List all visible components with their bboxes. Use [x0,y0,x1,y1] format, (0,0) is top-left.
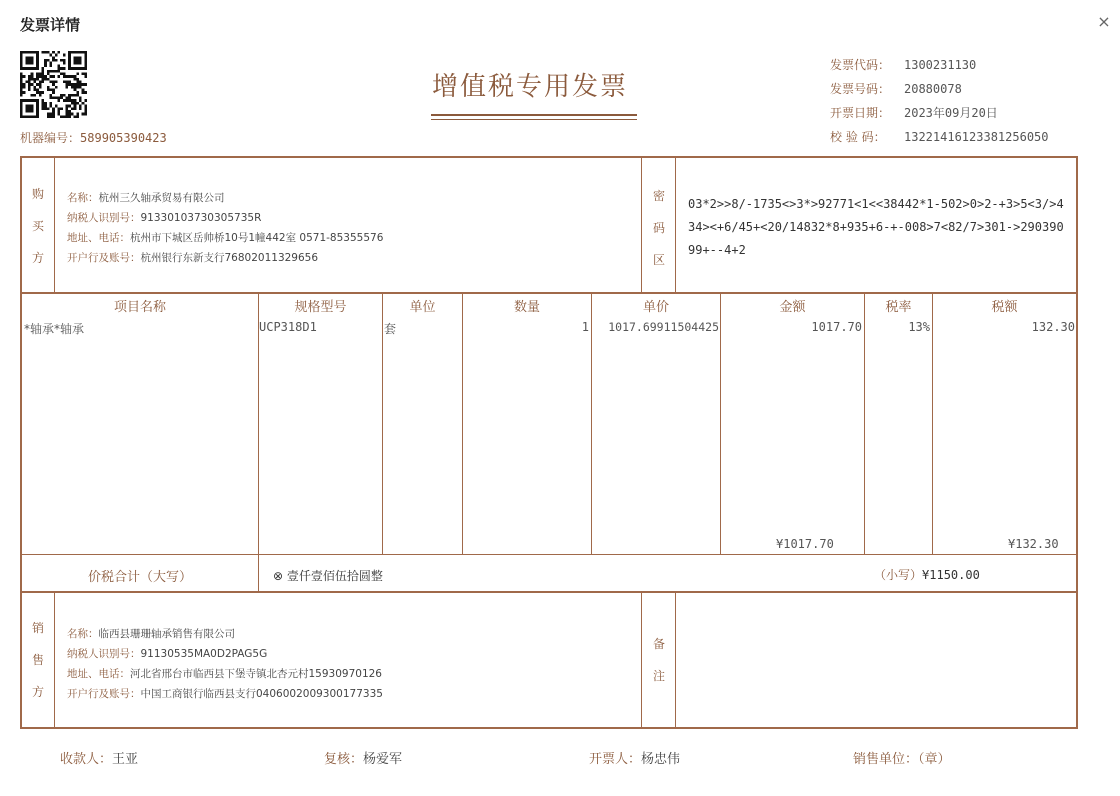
cipher-side-label: 密 码 区 [652,189,665,267]
col-header-name: 项目名称 [113,300,166,315]
title-underline [431,114,637,116]
buyer-address: 地址、电话：杭州市下城区岳帅桥10号1幢442室 0571-85355576 [67,232,384,244]
item-name: *轴承*轴承 [24,322,85,336]
total-label: 价税合计（大写） [87,570,192,585]
check-code [830,128,1049,145]
meta-label: 发票号码： [830,82,891,96]
payee: 收款人：王亚 [60,752,139,767]
item-tax: 132.30 [1031,320,1075,334]
item-rate: 13% [908,320,930,334]
total-small-label: （小写） [874,568,923,582]
meta-value: 2023年09月20日 [904,106,998,120]
close-icon[interactable]: × [1097,12,1111,31]
total-amount: ¥1017.70 [776,537,834,551]
meta-label: 开票日期： [830,106,891,120]
seller-unit: 销售单位：（章） [853,752,951,767]
col-header-qty: 数量 [513,300,540,315]
total-small [874,566,980,583]
circle-x-icon: ⊗ [273,569,284,583]
invoice-number [830,80,962,97]
item-unit: 套 [384,322,397,336]
seller-name: 名称：临西县珊珊轴承销售有限公司 [67,628,235,640]
item-spec: UCP318D1 [259,320,317,334]
drawer: 开票人：杨忠伟 [589,752,681,767]
cipher-text: 03*2>>8/-1735<>3*>92771<1<<38442*1-502>0>2-+3>5<3/>434><+6/45+<20/14832*8+935+6-+-008>7<82/7>301->29039099+--4+2 [688,197,1064,257]
seller-tax-id: 纳税人识别号：91130535MA0D2PAG5G [67,648,268,660]
col-header-price: 单价 [642,300,669,315]
col-header-spec: 规格型号 [294,300,347,315]
invoice-code [830,56,976,73]
remarks-area [676,593,1076,727]
reviewer: 复核：杨爱军 [324,752,403,767]
seller-address: 地址、电话：河北省邢台市临西县下堡寺镇北杏元村15930970126 [67,668,382,680]
seller-side-label: 销 售 方 [31,621,44,699]
col-header-unit: 单位 [409,300,436,315]
meta-label: 校 验 码： [830,130,886,144]
col-header-rate: 税率 [885,300,912,315]
total-tax: ¥132.30 [1008,537,1059,551]
buyer-name: 名称：杭州三久轴承贸易有限公司 [67,192,225,204]
seller-bank: 开户行及账号：中国工商银行临西县支行0406002009300177335 [67,688,383,700]
buyer-tax-id: 纳税人识别号：91330103730305735R [67,212,262,224]
item-amount: 1017.70 [811,320,862,334]
machine-number-value: 589905390423 [80,131,167,145]
title-underline-thin [431,119,637,120]
item-price: 1017.69911504425 [608,320,719,334]
meta-value: 20880078 [904,82,962,96]
invoice-title: 增值税专用发票 [432,72,629,102]
qr-code [20,51,87,118]
remarks-side-label: 备 注 [652,637,665,683]
col-header-tax: 税额 [991,300,1018,315]
invoice-date [830,104,998,121]
item-qty: 1 [581,320,589,334]
machine-number-label: 机器编号： [20,131,81,145]
col-header-amount: 金额 [779,300,806,315]
buyer-side-label: 购 买 方 [31,187,44,265]
meta-label: 发票代码： [830,58,891,72]
total-in-words: ⊗ 壹仟壹佰伍拾圆整 [273,569,383,583]
meta-value: 13221416123381256050 [904,130,1049,144]
buyer-bank: 开户行及账号：杭州银行东新支行76802011329656 [67,252,319,264]
meta-value: 1300231130 [904,58,977,72]
modal-title: 发票详情 [20,16,81,34]
machine-number [20,129,167,146]
total-small-value: ¥1150.00 [922,568,980,582]
